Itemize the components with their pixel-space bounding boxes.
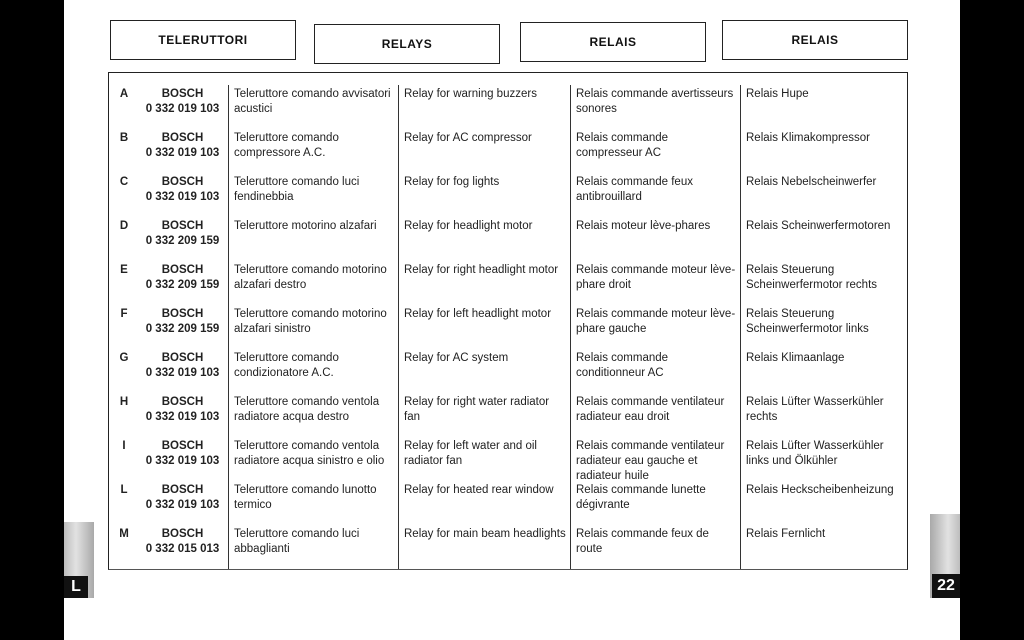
table-row xyxy=(109,393,907,437)
brand-label: BOSCH xyxy=(161,176,204,188)
italian-description: Teleruttore comando motorino alzafari sinistro xyxy=(229,305,399,349)
brand-label: BOSCH xyxy=(161,220,204,232)
row-letter: B xyxy=(119,132,129,144)
part-number: 0 332 209 159 xyxy=(145,323,220,335)
italian-description: Teleruttore comando luci fendinebbia xyxy=(229,173,399,217)
italian-description: Teleruttore comando motorino alzafari destro xyxy=(229,261,399,305)
part-number: 0 332 019 103 xyxy=(145,367,220,379)
german-description: Relais Steuerung Scheinwerfermotor links xyxy=(746,308,869,335)
header-english: RELAYS xyxy=(314,24,500,64)
french-description: Relais commande ventilateur radiateur eau gauche et radiateur huile xyxy=(571,437,741,481)
english-description: Relay for left headlight motor xyxy=(399,305,571,349)
brand-label: BOSCH xyxy=(161,264,204,276)
table-row xyxy=(109,261,907,305)
french-description: Relais commande moteur lève-phare gauche xyxy=(571,305,741,349)
brand-label: BOSCH xyxy=(161,440,204,452)
row-letter: E xyxy=(120,264,128,276)
part-number: 0 332 209 159 xyxy=(145,279,220,291)
english-description: Relay for right headlight motor xyxy=(399,261,571,305)
french-description: Relais commande feux antibrouillard xyxy=(571,173,741,217)
row-letter: A xyxy=(119,88,129,100)
german-description: Relais Lüfter Wasserkühler rechts xyxy=(746,396,884,423)
english-description: Relay for AC system xyxy=(399,349,571,393)
part-number: 0 332 015 013 xyxy=(145,543,220,555)
relay-table xyxy=(108,72,908,570)
german-description: Relais Hupe xyxy=(746,88,809,100)
row-letter: H xyxy=(119,396,129,408)
german-description: Relais Scheinwerfermotoren xyxy=(746,220,891,232)
table-row xyxy=(109,525,907,569)
english-description: Relay for fog lights xyxy=(399,173,571,217)
part-number: 0 332 019 103 xyxy=(145,147,220,159)
header-italian: TELERUTTORI xyxy=(110,20,296,60)
row-letter: D xyxy=(119,220,129,232)
table-row xyxy=(109,73,907,129)
row-letter: M xyxy=(119,528,129,540)
german-description: Relais Klimakompressor xyxy=(746,132,870,144)
french-description: Relais commande avertisseurs sonores xyxy=(571,85,741,129)
part-number: 0 332 209 159 xyxy=(145,235,220,247)
part-number-cell xyxy=(139,437,229,481)
part-number-cell xyxy=(139,129,229,173)
table-row xyxy=(109,437,907,481)
row-letter: G xyxy=(119,352,129,364)
brand-label: BOSCH xyxy=(161,132,204,144)
italian-description: Teleruttore motorino alzafari xyxy=(229,217,399,261)
english-description: Relay for headlight motor xyxy=(399,217,571,261)
french-description: Relais commande feux de route xyxy=(571,525,741,569)
english-description: Relay for left water and oil radiator fan xyxy=(399,437,571,481)
part-number: 0 332 019 103 xyxy=(145,191,220,203)
english-description: Relay for AC compressor xyxy=(399,129,571,173)
part-number: 0 332 019 103 xyxy=(145,455,220,467)
brand-label: BOSCH xyxy=(161,308,204,320)
brand-label: BOSCH xyxy=(161,396,204,408)
table-row xyxy=(109,349,907,393)
part-number-cell xyxy=(139,481,229,525)
part-number-cell xyxy=(139,173,229,217)
italian-description: Teleruttore comando avvisatori acustici xyxy=(229,85,399,129)
header-german: RELAIS xyxy=(722,20,908,60)
part-number: 0 332 019 103 xyxy=(145,499,220,511)
german-description: Relais Lüfter Wasserkühler links und Ölkühler xyxy=(746,440,884,467)
italian-description: Teleruttore comando ventola radiatore acqua sinistro e olio xyxy=(229,437,399,481)
row-letter: I xyxy=(122,440,126,452)
italian-description: Teleruttore comando compressore A.C. xyxy=(229,129,399,173)
italian-description: Teleruttore comando luci abbaglianti xyxy=(229,525,399,569)
part-number: 0 332 019 103 xyxy=(145,411,220,423)
french-description: Relais moteur lève-phares xyxy=(571,217,741,261)
row-letter: C xyxy=(119,176,129,188)
part-number-cell xyxy=(139,261,229,305)
english-description: Relay for right water radiator fan xyxy=(399,393,571,437)
section-tab-left: L xyxy=(64,576,88,598)
header-french: RELAIS xyxy=(520,22,706,62)
document-page xyxy=(64,0,960,640)
french-description: Relais commande compresseur AC xyxy=(571,129,741,173)
english-description: Relay for heated rear window xyxy=(399,481,571,525)
german-description: Relais Steuerung Scheinwerfermotor rechts xyxy=(746,264,878,291)
german-description: Relais Klimaanlage xyxy=(746,352,845,364)
part-number-cell xyxy=(139,525,229,569)
part-number-cell xyxy=(139,305,229,349)
english-description: Relay for warning buzzers xyxy=(399,85,571,129)
french-description: Relais commande lunette dégivrante xyxy=(571,481,741,525)
column-headers xyxy=(64,20,960,64)
table-row xyxy=(109,481,907,525)
brand-label: BOSCH xyxy=(161,528,204,540)
table-row xyxy=(109,173,907,217)
italian-description: Teleruttore comando condizionatore A.C. xyxy=(229,349,399,393)
row-letter: F xyxy=(120,308,128,320)
english-description: Relay for main beam headlights xyxy=(399,525,571,569)
german-description: Relais Nebelscheinwerfer xyxy=(746,176,877,188)
french-description: Relais commande moteur lève-phare droit xyxy=(571,261,741,305)
part-number: 0 332 019 103 xyxy=(145,103,220,115)
table-row xyxy=(109,129,907,173)
italian-description: Teleruttore comando ventola radiatore acqua destro xyxy=(229,393,399,437)
brand-label: BOSCH xyxy=(161,352,204,364)
french-description: Relais commande ventilateur radiateur eau droit xyxy=(571,393,741,437)
brand-label: BOSCH xyxy=(161,88,204,100)
row-letter: L xyxy=(120,484,128,496)
french-description: Relais commande conditionneur AC xyxy=(571,349,741,393)
page-number-tab: 22 xyxy=(932,574,960,598)
brand-label: BOSCH xyxy=(161,484,204,496)
part-number-cell xyxy=(139,349,229,393)
part-number-cell xyxy=(139,393,229,437)
part-number-cell xyxy=(139,217,229,261)
italian-description: Teleruttore comando lunotto termico xyxy=(229,481,399,525)
german-description: Relais Fernlicht xyxy=(746,528,826,540)
part-number-cell xyxy=(139,85,229,129)
table-row xyxy=(109,217,907,261)
table-row xyxy=(109,305,907,349)
german-description: Relais Heckscheibenheizung xyxy=(746,484,894,496)
